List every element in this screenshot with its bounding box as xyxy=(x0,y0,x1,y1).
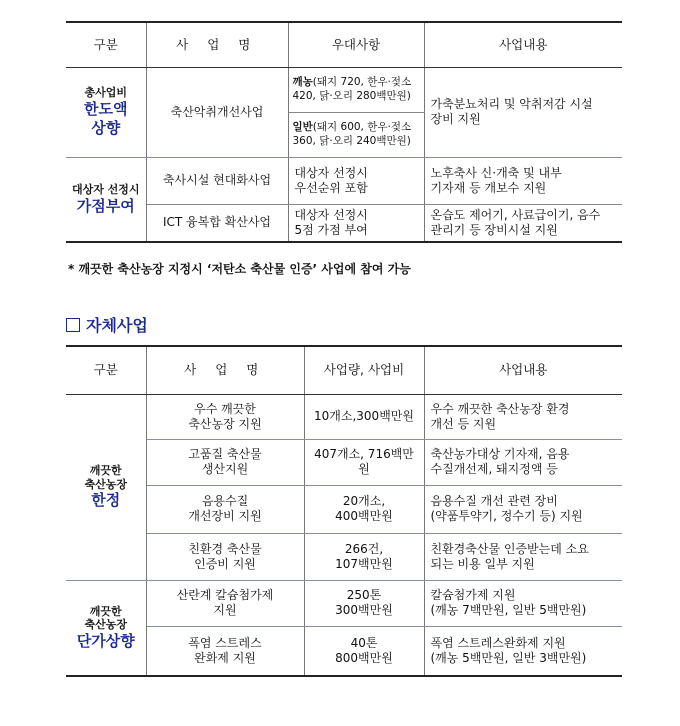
table-row: 폭염 스트레스 완화제 지원 40톤 800백만원 폭염 스트레스완화제 지원 (깨농 5백만원, 일반 3백만원) xyxy=(66,626,622,676)
header-priority: 우대사항 xyxy=(288,22,424,67)
content-modernization: 노후축사 신·개축 및 내부 기자재 등 개보수 지원 xyxy=(424,157,622,204)
header-content: 사업내용 xyxy=(424,22,622,67)
group-label-limited: 깨끗한 축산농장 한정 xyxy=(66,394,146,580)
group-label-budget: 총사업비 한도액 상향 xyxy=(66,67,146,157)
priority-table xyxy=(66,21,622,243)
header-content: 사업내용 xyxy=(424,346,622,394)
group-label-bonus: 대상자 선정시 가점부여 xyxy=(66,157,146,242)
priority-clean-farm: 깨농(돼지 720, 한우·젖소 420, 닭·오리 280백만원) xyxy=(288,67,424,112)
project-odor: 축산악취개선사업 xyxy=(146,67,288,157)
header-amount: 사업량, 사업비 xyxy=(304,346,424,394)
content-ict: 온습도 제어기, 사료급이기, 음수 관리기 등 장비시설 지원 xyxy=(430,207,601,237)
header-project: 사 업 명 xyxy=(146,22,288,67)
header-category: 구분 xyxy=(66,346,146,394)
table-row: 깨끗한 축산농장 단가상향 산란계 칼슘첨가제 지원 250톤 300백만원 칼슘첨가제 지원 (깨농 7백만원, 일반 5백만원) xyxy=(66,580,622,626)
checkbox-square-icon xyxy=(66,318,80,332)
own-projects-table xyxy=(66,345,622,677)
header-category: 구분 xyxy=(66,22,146,67)
priority-modernization: 대상자 선정시 우선순위 포함 xyxy=(288,157,424,204)
footnote: * 깨끗한 축산농장 지정시 ‘저탄소 축산물 인증’ 사업에 참여 가능 xyxy=(68,262,411,276)
priority-general: 일반(돼지 600, 한우·젖소 360, 닭·오리 240백만원) xyxy=(288,112,424,157)
priority-ict: 대상자 선정시 5점 가점 부여 xyxy=(288,204,424,242)
table-row: 음용수질 개선장비 지원 20개소, 400백만원 음용수질 개선 관련 장비 (약품투약기, 정수기 등) 지원 xyxy=(66,485,622,533)
table-row: 고품질 축산물 생산지원 407개소, 716백만원 축산농가대상 기자재, 음용 수질개선제, 돼지정액 등 xyxy=(66,439,622,485)
header-project: 사 업 명 xyxy=(146,346,304,394)
content-odor: 가축분뇨처리 및 악취저감 시설 장비 지원 xyxy=(424,67,622,157)
table-row: 친환경 축산물 인증비 지원 266건, 107백만원 친환경축산물 인증받는데 소요 되는 비용 일부 지원 xyxy=(66,533,622,580)
project-modernization: 축사시설 현대화사업 xyxy=(146,157,288,204)
group-label-price-up: 깨끗한 축산농장 단가상향 xyxy=(66,580,146,676)
project-ict: ICT 융복합 확산사업 xyxy=(146,204,288,242)
section-title: 자체사업 xyxy=(66,313,148,336)
table-row: 깨끗한 축산농장 한정 우수 깨끗한 축산농장 지원 10개소,300백만원 우수 깨끗한 축산농장 환경 개선 등 지원 xyxy=(66,394,622,439)
